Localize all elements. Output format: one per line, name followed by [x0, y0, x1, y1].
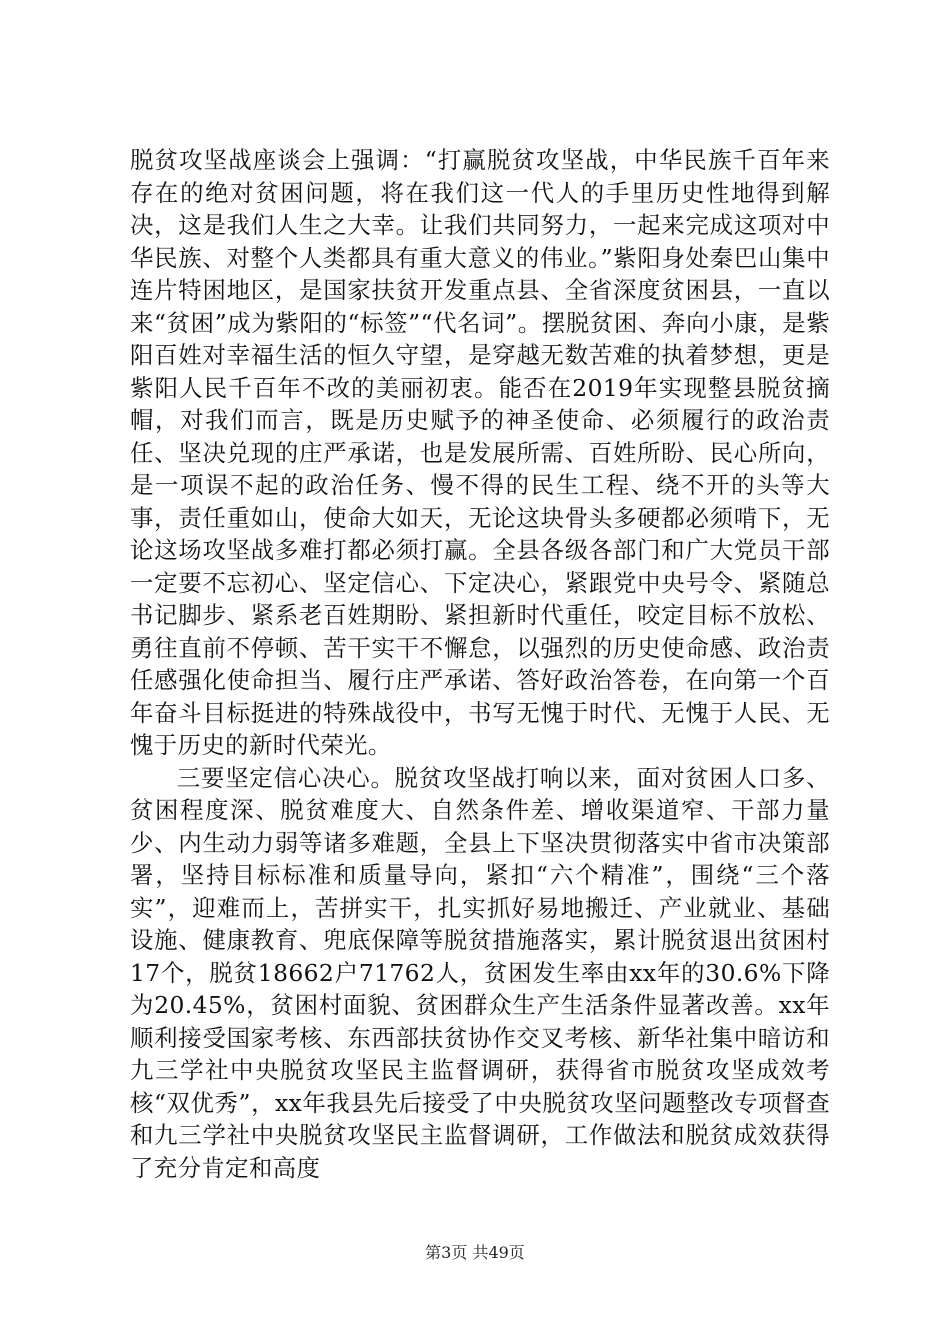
page-footer [0, 1240, 950, 1263]
paragraph-continuation: 脱贫攻坚战座谈会上强调：“打赢脱贫攻坚战，中华民族千百年来存在的绝对贫困问题，将在我们这一代人的手里历史性地得到解决，这是我们人生之大幸。让我们共同努力，一起来完成这项对中华民族、对整个人类都具有重大意义的伟业。”紫阳身处秦巴山集中连片特困地区，是国家扶贫开发重点县、全省深度贫困县，一直以来“贫困”成为紫阳的“标签”“代名词”。摆脱贫困、奔向小康，是紫阳百姓对幸福生活的恒久守望，是穿越无数苦难的执着梦想，更是紫阳人民千百年不改的美丽初衷。能否在2019年实现整县脱贫摘帽，对我们而言，既是历史赋予的神圣使命、必须履行的政治责任、坚决兑现的庄严承诺，也是发展所需、百姓所盼、民心所向，是一项误不起的政治任务、慢不得的民生工程、绕不开的头等大事，责任重如山，使命大如天，无论这块骨头多硬都必须啃下，无论这场攻坚战多难打都必须打赢。全县各级各部门和广大党员干部一定要不忘初心、坚定信心、下定决心，紧跟党中央号令、紧随总书记脚步、紧系老百姓期盼、紧担新时代重任，咬定目标不放松、勇往直前不停顿、苦干实干不懈怠，以强烈的历史使命感、政治责任感强化使命担当、履行庄严承诺、答好政治答卷，在向第一个百年奋斗目标挺进的特殊战役中，书写无愧于时代、无愧于人民、无愧于历史的新时代荣光。 [130, 146, 830, 759]
document-body [130, 144, 830, 1184]
page-number: 第3页 共49页 [425, 1243, 525, 1262]
paragraph-section-three: 三要坚定信心决心。脱贫攻坚战打响以来，面对贫困人口多、贫困程度深、脱贫难度大、自然条件差、增收渠道窄、干部力量少、内生动力弱等诸多难题，全县上下坚决贯彻落实中省市决策部署，坚持目标标准和质量导向，紧扣“六个精准”，围绕“三个落实”，迎难而上，苦拼实干，扎实抓好易地搬迁、产业就业、基础设施、健康教育、兜底保障等脱贫措施落实，累计脱贫退出贫困村17个，脱贫18662户71762人，贫困发生率由xx年的30.6%下降为20.45%，贫困村面貌、贫困群众生产生活条件显著改善。xx年顺利接受国家考核、东西部扶贫协作交叉考核、新华社集中暗访和九三学社中央脱贫攻坚民主监督调研，获得省市脱贫攻坚成效考核“双优秀”，xx年我县先后接受了中央脱贫攻坚问题整改专项督查和九三学社中央脱贫攻坚民主监督调研，工作做法和脱贫成效获得了充分肯定和高度 [130, 763, 830, 1182]
